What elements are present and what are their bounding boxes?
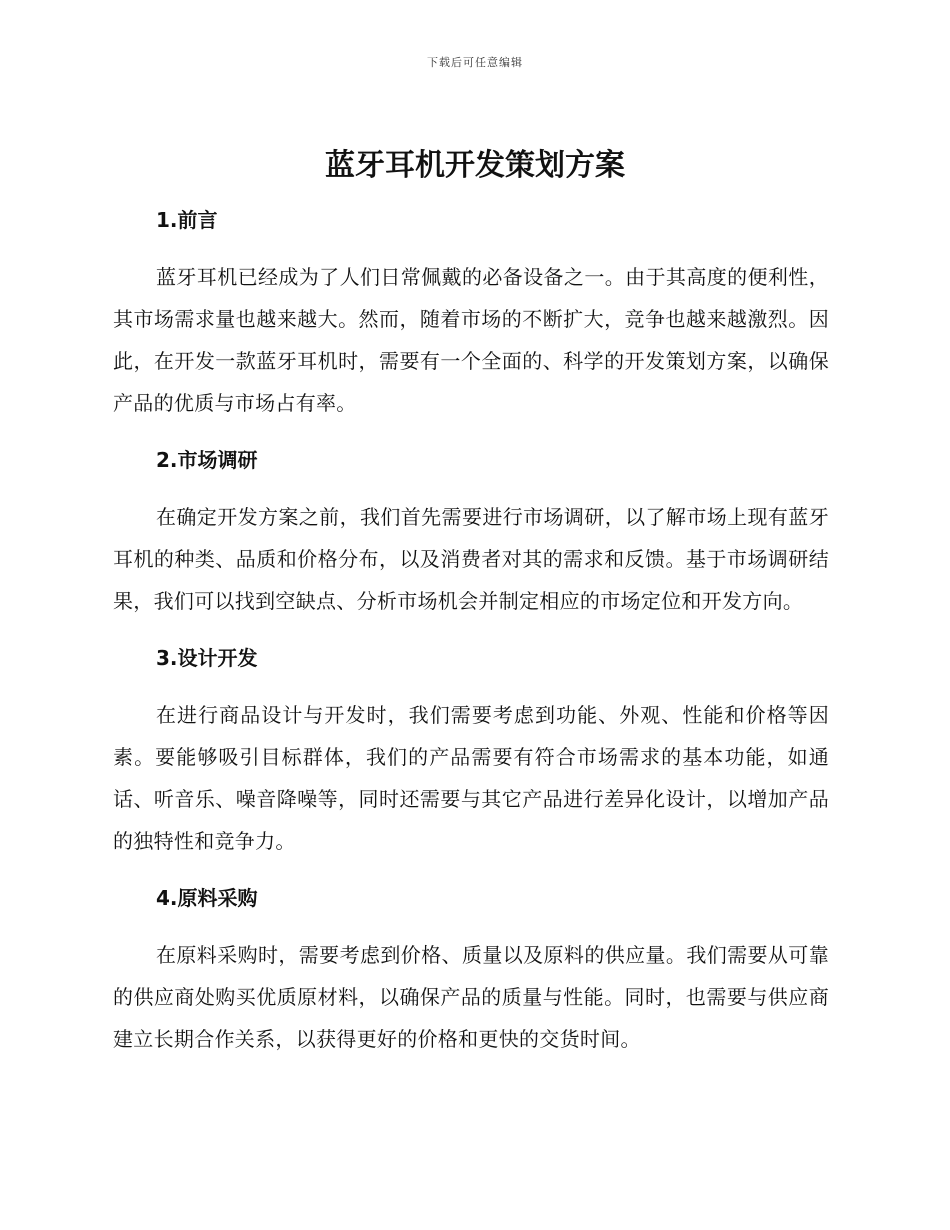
- section-paragraph: 蓝牙耳机已经成为了人们日常佩戴的必备设备之一。由于其高度的便利性，其市场需求量也越来越大。然而，随着市场的不断扩大，竞争也越来越激烈。因此，在开发一款蓝牙耳机时，需要有一个全面的、科学的开发策划方案，以确保产品的优质与市场占有率。: [113, 265, 829, 415]
- document-title: 蓝牙耳机开发策划方案: [325, 148, 625, 183]
- page-header-note: 下载后可任意编辑: [427, 56, 523, 69]
- section-heading: 2.市场调研: [156, 448, 258, 472]
- section-preface: [113, 202, 829, 424]
- document-content: [113, 202, 829, 1078]
- section-paragraph: 在原料采购时，需要考虑到价格、质量以及原料的供应量。我们需要从可靠的供应商处购买优质原材料，以确保产品的质量与性能。同时，也需要与供应商建立长期合作关系，以获得更好的价格和更快的交货时间。: [113, 943, 829, 1051]
- section-heading: 4.原料采购: [156, 886, 258, 910]
- section-market-research: [113, 442, 829, 622]
- section-paragraph: 在进行商品设计与开发时，我们需要考虑到功能、外观、性能和价格等因素。要能够吸引目标群体，我们的产品需要有符合市场需求的基本功能，如通话、听音乐、噪音降噪等，同时还需要与其它产品进行差异化设计，以增加产品的独特性和竞争力。: [113, 703, 829, 853]
- section-material-procurement: [113, 880, 829, 1060]
- section-design-development: [113, 640, 829, 862]
- section-heading: 1.前言: [156, 208, 218, 232]
- section-heading: 3.设计开发: [156, 646, 258, 670]
- section-paragraph: 在确定开发方案之前，我们首先需要进行市场调研，以了解市场上现有蓝牙耳机的种类、品质和价格分布，以及消费者对其的需求和反馈。基于市场调研结果，我们可以找到空缺点、分析市场机会并制定相应的市场定位和开发方向。: [113, 505, 829, 613]
